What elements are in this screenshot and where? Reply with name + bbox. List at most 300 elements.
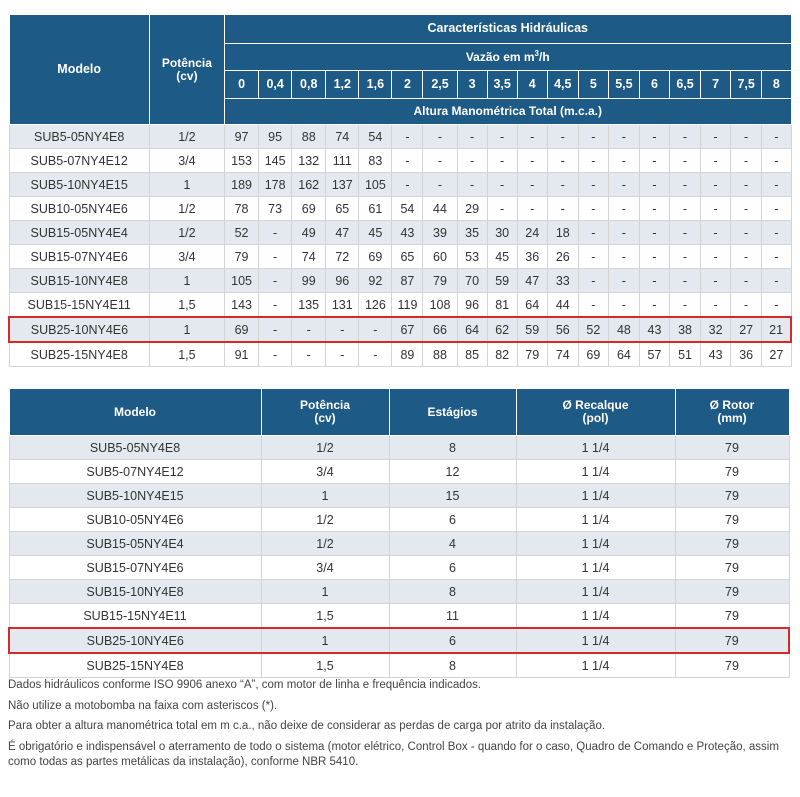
head-value-cell: 26 xyxy=(547,245,578,269)
head-value-cell: - xyxy=(731,149,762,173)
head-value-cell: - xyxy=(326,317,359,342)
spec-header-rotor-label: Ø Rotor xyxy=(709,398,755,413)
spec-header-rotor-unit: (mm) xyxy=(717,411,747,425)
head-value-cell: 36 xyxy=(731,342,762,367)
head-value-cell: - xyxy=(259,269,292,293)
head-value-cell: - xyxy=(608,149,639,173)
head-value-cell: - xyxy=(487,173,517,197)
head-value-cell: - xyxy=(608,197,639,221)
head-value-cell: 162 xyxy=(292,173,326,197)
spec-header-modelo: Modelo xyxy=(9,389,261,436)
head-value-cell: - xyxy=(259,221,292,245)
head-value-cell: 21 xyxy=(762,317,791,342)
table-row xyxy=(9,293,791,318)
head-value-cell: 132 xyxy=(292,149,326,173)
head-value-cell: - xyxy=(762,149,791,173)
head-value-cell: - xyxy=(578,197,608,221)
head-value-cell: 53 xyxy=(457,245,487,269)
head-value-cell: - xyxy=(669,173,700,197)
flow-header-cell: 3,5 xyxy=(487,71,517,99)
head-value-cell: - xyxy=(701,197,731,221)
table-row xyxy=(9,342,791,367)
head-value-cell: - xyxy=(608,173,639,197)
head-value-cell: 153 xyxy=(225,149,259,173)
head-value-cell: - xyxy=(259,293,292,318)
head-value-cell: 33 xyxy=(547,269,578,293)
footnote: É obrigatório e indispensável o aterramento de todo o sistema (motor elétrico, Control Box - quando for o caso, Quadro de Comando e Proteção, assim como todas as partes metálicas da instalação), conforme NBR 5410. xyxy=(8,740,779,769)
head-value-cell: - xyxy=(423,173,457,197)
stages-cell: 4 xyxy=(389,532,516,556)
table-row-highlighted xyxy=(9,317,791,342)
stages-cell: 8 xyxy=(389,436,516,460)
head-value-cell: 51 xyxy=(669,342,700,367)
head-value-cell: - xyxy=(487,149,517,173)
head-value-cell: 74 xyxy=(292,245,326,269)
spec-row xyxy=(9,653,789,678)
table-row xyxy=(9,245,791,269)
header-modelo: Modelo xyxy=(9,15,149,125)
table-row xyxy=(9,125,791,149)
recalque-cell: 1 1/4 xyxy=(516,556,675,580)
head-value-cell: - xyxy=(608,221,639,245)
model-cell: SUB5-10NY4E15 xyxy=(9,173,149,197)
head-value-cell: 39 xyxy=(423,221,457,245)
head-value-cell: - xyxy=(578,149,608,173)
footnote: Dados hidráulicos conforme ISO 9906 anexo “A”, com motor de linha e frequência indicados. xyxy=(8,679,482,691)
model-cell: SUB10-05NY4E6 xyxy=(9,508,261,532)
flow-header-cell: 7,5 xyxy=(731,71,762,99)
model-specs-table xyxy=(8,388,790,678)
power-cell: 1/2 xyxy=(149,221,224,245)
spec-header-recalque xyxy=(516,389,675,436)
flow-header-cell: 8 xyxy=(762,71,791,99)
head-value-cell: - xyxy=(639,293,669,318)
head-value-cell: - xyxy=(359,342,392,367)
head-value-cell: - xyxy=(731,125,762,149)
head-value-cell: - xyxy=(731,245,762,269)
head-value-cell: 38 xyxy=(669,317,700,342)
head-value-cell: - xyxy=(762,197,791,221)
head-value-cell: 72 xyxy=(326,245,359,269)
head-value-cell: 89 xyxy=(392,342,423,367)
head-value-cell: 78 xyxy=(225,197,259,221)
head-value-cell: 43 xyxy=(639,317,669,342)
head-value-cell: 69 xyxy=(292,197,326,221)
head-value-cell: 43 xyxy=(701,342,731,367)
head-value-cell: - xyxy=(423,149,457,173)
head-value-cell: - xyxy=(731,269,762,293)
head-value-cell: - xyxy=(457,173,487,197)
spec-row-highlighted xyxy=(9,628,789,653)
head-value-cell: - xyxy=(701,293,731,318)
stages-cell: 15 xyxy=(389,484,516,508)
flow-header-cell: 4 xyxy=(517,71,547,99)
head-value-cell: - xyxy=(547,149,578,173)
power-cell: 1,5 xyxy=(149,293,224,318)
head-value-cell: - xyxy=(517,197,547,221)
spec-row xyxy=(9,580,789,604)
head-value-cell: 91 xyxy=(225,342,259,367)
model-cell: SUB5-07NY4E12 xyxy=(9,460,261,484)
spec-row xyxy=(9,556,789,580)
head-value-cell: - xyxy=(608,125,639,149)
power-cell: 1/2 xyxy=(149,125,224,149)
head-value-cell: 96 xyxy=(457,293,487,318)
head-value-cell: 45 xyxy=(487,245,517,269)
head-value-cell: 92 xyxy=(359,269,392,293)
head-value-cell: - xyxy=(762,173,791,197)
head-value-cell: 27 xyxy=(731,317,762,342)
flow-header-cell: 2,5 xyxy=(423,71,457,99)
table-row xyxy=(9,149,791,173)
head-value-cell: - xyxy=(392,149,423,173)
table-row xyxy=(9,221,791,245)
head-value-cell: - xyxy=(457,125,487,149)
model-cell: SUB5-10NY4E15 xyxy=(9,484,261,508)
model-cell: SUB5-07NY4E12 xyxy=(9,149,149,173)
header-potencia-unit: (cv) xyxy=(176,68,198,83)
head-value-cell: 143 xyxy=(225,293,259,318)
head-value-cell: 119 xyxy=(392,293,423,318)
model-cell: SUB15-05NY4E4 xyxy=(9,532,261,556)
head-value-cell: 54 xyxy=(392,197,423,221)
head-value-cell: 56 xyxy=(547,317,578,342)
head-value-cell: - xyxy=(487,125,517,149)
head-value-cell: - xyxy=(731,197,762,221)
head-value-cell: - xyxy=(669,245,700,269)
spec-header-potencia-label: Potência xyxy=(299,398,350,413)
head-value-cell: 69 xyxy=(359,245,392,269)
rotor-cell: 79 xyxy=(675,556,789,580)
head-value-cell: - xyxy=(669,125,700,149)
head-value-cell: 79 xyxy=(517,342,547,367)
head-value-cell: - xyxy=(547,125,578,149)
head-value-cell: - xyxy=(731,293,762,318)
head-value-cell: 64 xyxy=(517,293,547,318)
rotor-cell: 79 xyxy=(675,460,789,484)
rotor-cell: 79 xyxy=(675,532,789,556)
head-value-cell: 47 xyxy=(326,221,359,245)
head-value-cell: 48 xyxy=(608,317,639,342)
flow-header-cell: 0,4 xyxy=(259,71,292,99)
header-potencia-label: Potência xyxy=(161,55,212,70)
power-cell: 1,5 xyxy=(261,604,389,629)
head-value-cell: 29 xyxy=(457,197,487,221)
spec-row xyxy=(9,484,789,508)
head-value-cell: - xyxy=(259,245,292,269)
stages-cell: 12 xyxy=(389,460,516,484)
head-value-cell: 83 xyxy=(359,149,392,173)
table-row xyxy=(9,269,791,293)
power-cell: 1 xyxy=(261,580,389,604)
head-value-cell: - xyxy=(359,317,392,342)
power-cell: 1 xyxy=(261,484,389,508)
head-value-cell: 69 xyxy=(225,317,259,342)
head-value-cell: 70 xyxy=(457,269,487,293)
flow-header-cell: 1,6 xyxy=(359,71,392,99)
recalque-cell: 1 1/4 xyxy=(516,460,675,484)
head-value-cell: - xyxy=(669,221,700,245)
power-cell: 1 xyxy=(149,317,224,342)
recalque-cell: 1 1/4 xyxy=(516,628,675,653)
head-value-cell: - xyxy=(731,221,762,245)
head-value-cell: 60 xyxy=(423,245,457,269)
rotor-cell: 79 xyxy=(675,508,789,532)
model-cell: SUB15-07NY4E6 xyxy=(9,556,261,580)
head-value-cell: - xyxy=(517,149,547,173)
head-value-cell: 73 xyxy=(259,197,292,221)
power-cell: 1 xyxy=(261,628,389,653)
spec-header-potencia xyxy=(261,389,389,436)
power-cell: 1/2 xyxy=(149,197,224,221)
head-value-cell: - xyxy=(639,269,669,293)
head-value-cell: - xyxy=(762,221,791,245)
head-value-cell: - xyxy=(423,125,457,149)
rotor-cell: 79 xyxy=(675,653,789,678)
head-value-cell: - xyxy=(701,125,731,149)
flow-header-cell: 5,5 xyxy=(608,71,639,99)
header-vazao xyxy=(225,44,791,71)
stages-cell: 8 xyxy=(389,580,516,604)
rotor-cell: 79 xyxy=(675,436,789,460)
head-value-cell: - xyxy=(392,173,423,197)
model-cell: SUB5-05NY4E8 xyxy=(9,125,149,149)
head-value-cell: 45 xyxy=(359,221,392,245)
flow-header-cell: 2 xyxy=(392,71,423,99)
header-vazao-sup: 3 xyxy=(534,49,539,59)
head-value-cell: - xyxy=(701,269,731,293)
head-value-cell: - xyxy=(762,269,791,293)
recalque-cell: 1 1/4 xyxy=(516,436,675,460)
head-value-cell: 65 xyxy=(326,197,359,221)
flow-header-cell: 7 xyxy=(701,71,731,99)
head-value-cell: - xyxy=(517,125,547,149)
head-value-cell: 54 xyxy=(359,125,392,149)
head-value-cell: 69 xyxy=(578,342,608,367)
head-value-cell: - xyxy=(578,173,608,197)
head-value-cell: 97 xyxy=(225,125,259,149)
head-value-cell: - xyxy=(326,342,359,367)
head-value-cell: 79 xyxy=(225,245,259,269)
power-cell: 3/4 xyxy=(261,556,389,580)
recalque-cell: 1 1/4 xyxy=(516,580,675,604)
head-value-cell: 64 xyxy=(608,342,639,367)
head-value-cell: - xyxy=(639,149,669,173)
power-cell: 1/2 xyxy=(261,532,389,556)
head-value-cell: 96 xyxy=(326,269,359,293)
head-value-cell: - xyxy=(639,245,669,269)
rotor-cell: 79 xyxy=(675,628,789,653)
head-value-cell: 52 xyxy=(225,221,259,245)
head-value-cell: - xyxy=(669,197,700,221)
table-row xyxy=(9,197,791,221)
head-value-cell: 66 xyxy=(423,317,457,342)
head-value-cell: 126 xyxy=(359,293,392,318)
flow-header-cell: 0 xyxy=(225,71,259,99)
footnotes xyxy=(8,678,793,776)
power-cell: 3/4 xyxy=(149,149,224,173)
head-value-cell: 108 xyxy=(423,293,457,318)
stages-cell: 6 xyxy=(389,628,516,653)
head-value-cell: 95 xyxy=(259,125,292,149)
model-cell: SUB5-05NY4E8 xyxy=(9,436,261,460)
head-value-cell: 62 xyxy=(487,317,517,342)
head-value-cell: - xyxy=(669,293,700,318)
table-row xyxy=(9,173,791,197)
model-cell: SUB15-15NY4E11 xyxy=(9,604,261,629)
head-value-cell: 135 xyxy=(292,293,326,318)
head-value-cell: - xyxy=(547,173,578,197)
flow-header-cell: 6,5 xyxy=(669,71,700,99)
head-value-cell: 59 xyxy=(517,317,547,342)
head-value-cell: - xyxy=(608,245,639,269)
head-value-cell: 111 xyxy=(326,149,359,173)
recalque-cell: 1 1/4 xyxy=(516,604,675,629)
head-value-cell: 57 xyxy=(639,342,669,367)
head-value-cell: - xyxy=(762,245,791,269)
power-cell: 1 xyxy=(149,173,224,197)
recalque-cell: 1 1/4 xyxy=(516,508,675,532)
head-value-cell: 44 xyxy=(423,197,457,221)
head-value-cell: - xyxy=(701,245,731,269)
power-cell: 1,5 xyxy=(149,342,224,367)
spec-row xyxy=(9,604,789,629)
head-value-cell: 137 xyxy=(326,173,359,197)
header-potencia xyxy=(149,15,224,125)
flow-header-cell: 5 xyxy=(578,71,608,99)
model-cell: SUB25-15NY4E8 xyxy=(9,342,149,367)
head-value-cell: - xyxy=(608,269,639,293)
head-value-cell: - xyxy=(762,293,791,318)
model-cell: SUB15-10NY4E8 xyxy=(9,580,261,604)
head-value-cell: 81 xyxy=(487,293,517,318)
header-altura: Altura Manométrica Total (m.c.a.) xyxy=(225,99,791,125)
head-value-cell: - xyxy=(487,197,517,221)
header-caracteristicas: Características Hidráulicas xyxy=(225,15,791,44)
stages-cell: 6 xyxy=(389,556,516,580)
head-value-cell: - xyxy=(669,149,700,173)
rotor-cell: 79 xyxy=(675,604,789,629)
head-value-cell: - xyxy=(762,125,791,149)
model-cell: SUB15-07NY4E6 xyxy=(9,245,149,269)
flow-header-cell: 4,5 xyxy=(547,71,578,99)
stages-cell: 8 xyxy=(389,653,516,678)
head-value-cell: 79 xyxy=(423,269,457,293)
head-value-cell: - xyxy=(392,125,423,149)
flow-header-cell: 3 xyxy=(457,71,487,99)
head-value-cell: 44 xyxy=(547,293,578,318)
head-value-cell: - xyxy=(517,173,547,197)
head-value-cell: - xyxy=(639,197,669,221)
head-value-cell: 88 xyxy=(423,342,457,367)
head-value-cell: - xyxy=(639,221,669,245)
head-value-cell: - xyxy=(547,197,578,221)
hydraulic-performance-table xyxy=(8,14,792,367)
spec-header-estagios: Estágios xyxy=(389,389,516,436)
spec-header-recalque-unit: (pol) xyxy=(582,411,609,425)
model-cell: SUB25-15NY4E8 xyxy=(9,653,261,678)
spec-row xyxy=(9,532,789,556)
head-value-cell: - xyxy=(578,221,608,245)
power-cell: 1/2 xyxy=(261,508,389,532)
model-cell: SUB15-05NY4E4 xyxy=(9,221,149,245)
head-value-cell: 59 xyxy=(487,269,517,293)
head-value-cell: 189 xyxy=(225,173,259,197)
head-value-cell: - xyxy=(578,269,608,293)
header-vazao-label: Vazão em m xyxy=(465,50,535,65)
recalque-cell: 1 1/4 xyxy=(516,532,675,556)
footnote: Para obter a altura manométrica total em m c.a., não deixe de considerar as perdas de carga por atrito da instalação. xyxy=(8,720,606,733)
head-value-cell: 36 xyxy=(517,245,547,269)
footnote: Não utilize a motobomba na faixa com asteriscos (*). xyxy=(8,699,278,712)
rotor-cell: 79 xyxy=(675,580,789,604)
stages-cell: 6 xyxy=(389,508,516,532)
model-cell: SUB25-10NY4E6 xyxy=(9,628,261,653)
head-value-cell: 47 xyxy=(517,269,547,293)
head-value-cell: - xyxy=(639,125,669,149)
head-value-cell: - xyxy=(578,293,608,318)
head-value-cell: 88 xyxy=(292,125,326,149)
head-value-cell: 99 xyxy=(292,269,326,293)
head-value-cell: 87 xyxy=(392,269,423,293)
header-vazao-suffix: /h xyxy=(539,50,550,65)
head-value-cell: 65 xyxy=(392,245,423,269)
head-value-cell: - xyxy=(701,173,731,197)
power-cell: 1 xyxy=(149,269,224,293)
spec-row xyxy=(9,460,789,484)
head-value-cell: 82 xyxy=(487,342,517,367)
head-value-cell: 27 xyxy=(762,342,791,367)
head-value-cell: - xyxy=(669,269,700,293)
stages-cell: 11 xyxy=(389,604,516,629)
head-value-cell: 105 xyxy=(359,173,392,197)
head-value-cell: 52 xyxy=(578,317,608,342)
head-value-cell: - xyxy=(701,221,731,245)
power-cell: 1,5 xyxy=(261,653,389,678)
head-value-cell: 43 xyxy=(392,221,423,245)
power-cell: 1/2 xyxy=(261,436,389,460)
head-value-cell: - xyxy=(259,342,292,367)
head-value-cell: 32 xyxy=(701,317,731,342)
head-value-cell: 74 xyxy=(326,125,359,149)
head-value-cell: - xyxy=(639,173,669,197)
flow-header-cell: 6 xyxy=(639,71,669,99)
head-value-cell: - xyxy=(701,149,731,173)
spec-row xyxy=(9,508,789,532)
head-value-cell: 30 xyxy=(487,221,517,245)
head-value-cell: 145 xyxy=(259,149,292,173)
model-cell: SUB10-05NY4E6 xyxy=(9,197,149,221)
head-value-cell: 105 xyxy=(225,269,259,293)
spec-row xyxy=(9,436,789,460)
head-value-cell: 49 xyxy=(292,221,326,245)
head-value-cell: - xyxy=(578,245,608,269)
head-value-cell: - xyxy=(292,342,326,367)
head-value-cell: 61 xyxy=(359,197,392,221)
model-cell: SUB15-15NY4E11 xyxy=(9,293,149,318)
head-value-cell: - xyxy=(578,125,608,149)
head-value-cell: - xyxy=(731,173,762,197)
head-value-cell: 24 xyxy=(517,221,547,245)
head-value-cell: 178 xyxy=(259,173,292,197)
spec-header-rotor xyxy=(675,389,789,436)
head-value-cell: 74 xyxy=(547,342,578,367)
rotor-cell: 79 xyxy=(675,484,789,508)
model-cell: SUB15-10NY4E8 xyxy=(9,269,149,293)
flow-header-cell: 0,8 xyxy=(292,71,326,99)
head-value-cell: - xyxy=(292,317,326,342)
recalque-cell: 1 1/4 xyxy=(516,653,675,678)
